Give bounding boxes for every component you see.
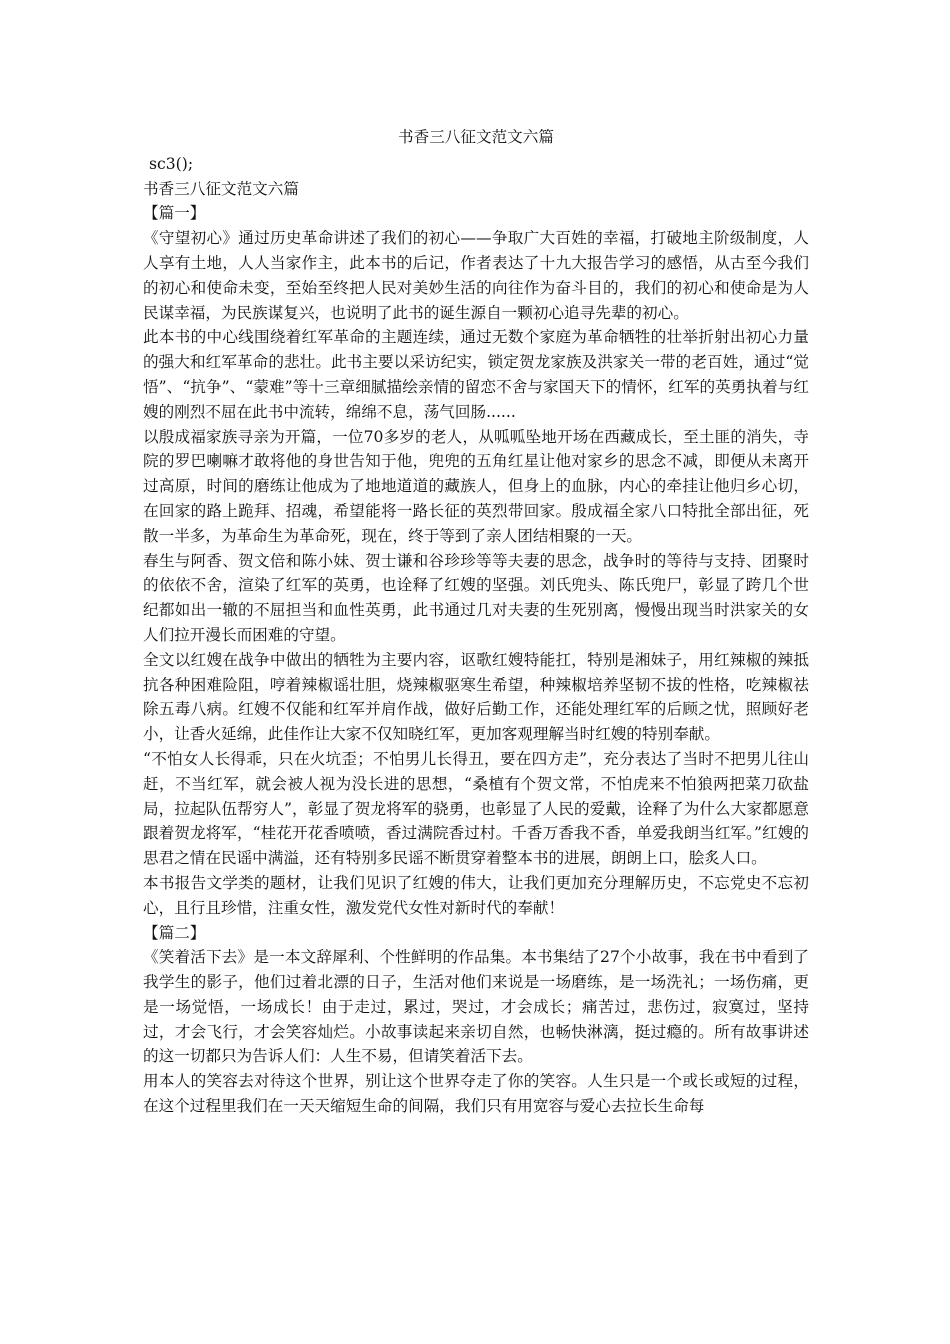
- paragraph: 《守望初心》通过历史革命讲述了我们的初心——争取广大百姓的幸福，打破地主阶级制度，人人享有土地，人人当家作主，此本书的后记，作者表达了十九大报告学习的感悟，从古至今我们的初心和使命未变，至始至终把人民对美妙生活的向往作为奋斗目的，我们的初心和使命是为人民谋幸福，为民族谋复兴，也说明了此书的诞生源自一颗初心追寻先辈的初心。: [143, 229, 809, 322]
- code-line: sc3();: [149, 154, 194, 173]
- document-title: 书香三八征文范文六篇: [398, 128, 554, 146]
- paragraph: 本书报告文学类的题材，让我们见识了红嫂的伟大，让我们更加充分理解历史，不忘党史不忘初心，且行且珍惜，注重女性，激发党代女性对新时代的奉献！: [143, 873, 809, 917]
- section-header-1: 【篇一】: [143, 204, 206, 223]
- paragraph: 春生与阿香、贺文倍和陈小妹、贺士谦和谷珍珍等等夫妻的思念，战争时的等待与支持、团聚时的依依不舍，渲染了红军的英勇，也诠释了红嫂的坚强。刘氏兜头、陈氏兜尸，彰显了跨几个世纪都如出一辙的不屈担当和血性英勇，此书通过几对夫妻的生死别离，慢慢出现当时洪家关的女人们拉开漫长而困难的守望。: [143, 551, 809, 644]
- paragraph: 以殷成福家族寻亲为开篇，一位70多岁的老人，从呱呱坠地开场在西藏成长，至土匪的消失，寺院的罗巴喇嘛才敢将他的身世告知于他，兜兜的五角红星让他对家乡的思念不减，即便从未离开过高原，时间的磨练让他成为了地地道道的藏族人，但身上的血脉，内心的牵挂让他归乡心切，在回家的路上跪拜、招魂，希望能将一路长征的英烈带回家。殷成福全家八口特批全部出征，死散一半多，为革命生为革命死，现在，终于等到了亲人团结相聚的一天。: [143, 427, 809, 545]
- paragraph: 全文以红嫂在战争中做出的牺牲为主要内容，讴歌红嫂特能扛，特别是湘妹子，用红辣椒的辣抵抗各种困难险阻，哼着辣椒谣壮胆，烧辣椒驱寒生希望，种辣椒培养坚韧不拔的性格，吃辣椒祛除五毒八病。红嫂不仅能和红军并肩作战，做好后勤工作，还能处理红军的后顾之忧，照顾好老小，让香火延绵，此佳作让大家不仅知晓红军，更加客观理解当时红嫂的特别奉献。: [143, 650, 809, 744]
- paragraph: 用本人的笑容去对待这个世界，别让这个世界夺走了你的笑容。人生只是一个或长或短的过程，在这个过程里我们在一天天缩短生命的间隔，我们只有用宽容与爱心去拉长生命每: [143, 1072, 809, 1116]
- section-header-2: 【篇二】: [143, 923, 206, 942]
- paragraph: “不怕女人长得乖，只在火坑歪；不怕男儿长得丑，要在四方走”，充分表达了当时不把男儿往山赶，不当红军，就会被人视为没长进的思想，“桑植有个贺文常，不怕虎来不怕狼两把菜刀砍盐局，拉起队伍帮穷人”，彰显了贺龙将军的骁勇，也彰显了人民的爱戴，诠释了为什么大家都愿意跟着贺龙将军，“桂花开花香喷喷，香过满院香过村。千香万香我不香，单爱我朗当红军。”红嫂的思君之情在民谣中满溢，还有特别多民谣不断贯穿着整本书的进展，朗朗上口，脍炙人口。: [143, 749, 809, 868]
- document-page: [143, 125, 809, 1119]
- paragraph: 《笑着活下去》是一本文辞犀利、个性鲜明的作品集。本书集结了27个小故事，我在书中看到了我学生的影子，他们过着北漂的日子，生活对他们来说是一场磨练，是一场洗礼；一场伤痛，更是一场觉悟，一场成长！由于走过，累过，哭过，才会成长；痛苦过，悲伤过，寂寞过，坚持过，才会飞行，才会笑容灿烂。小故事读起来亲切自然，也畅快淋漓，挺过瘾的。所有故事讲述的这一切都只为告诉人们：人生不易，但请笑着活下去。: [143, 948, 809, 1066]
- paragraph: 此本书的中心线围绕着红军革命的主题连续，通过无数个家庭为革命牺牲的壮举折射出初心力量的强大和红军革命的悲壮。此书主要以采访纪实，锁定贺龙家族及洪家关一带的老百姓，通过“觉悟”、“抗争”、“蒙难”等十三章细腻描绘亲情的留恋不舍与家国天下的情怀，红军的英勇执着与红嫂的刚烈不屈在此书中流转，绵绵不息，荡气回肠......: [143, 328, 809, 421]
- document-subtitle: 书香三八征文范文六篇: [143, 179, 299, 198]
